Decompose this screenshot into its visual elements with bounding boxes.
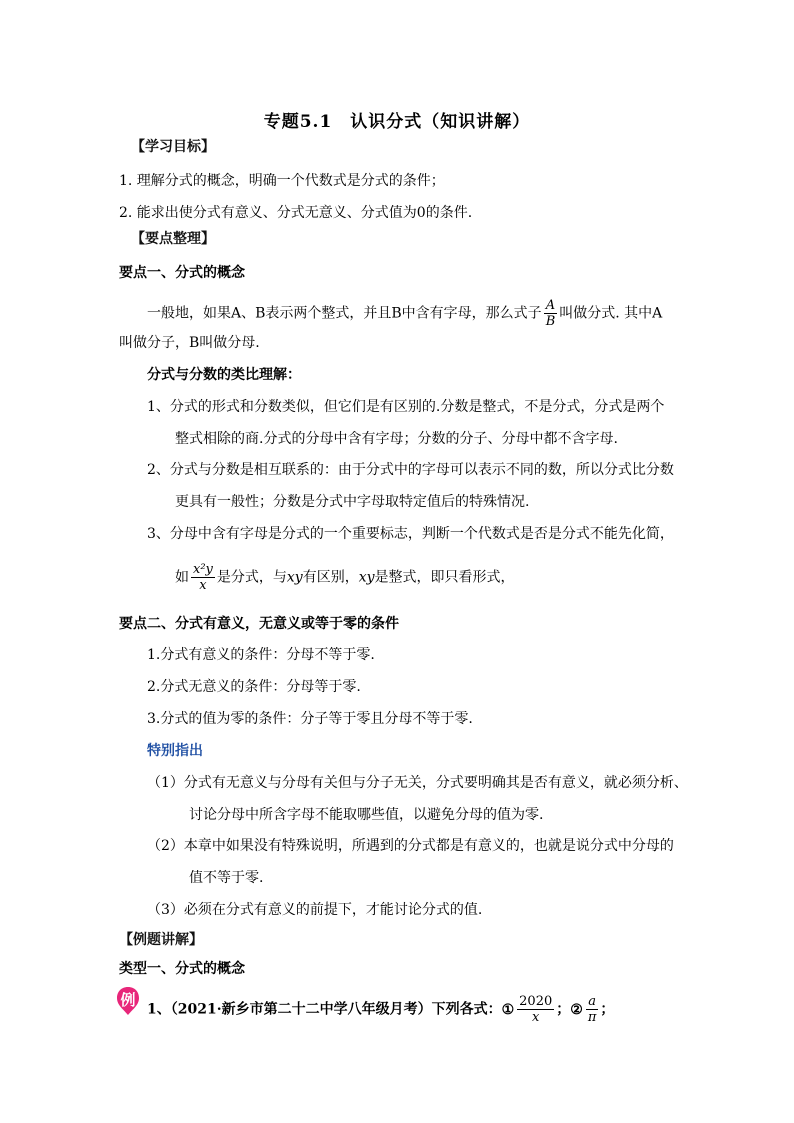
special-1-line1: （1）分式有无意义与分母有关但与分子无关，分式要明确其是否有意义，就必须分析、 [147,775,688,791]
goal-2: 2. 能求出使分式有意义、分式无意义、分式值为0的条件. [119,205,473,221]
fraction-numerator: a [586,994,599,1010]
fraction-denominator: π [587,1010,597,1025]
goal-1: 1. 理解分式的概念，明确一个代数式是分式的条件； [119,173,445,189]
point1-heading: 要点一、分式的概念 [119,265,245,281]
point1-line1 [147,298,662,329]
point1-text-a: 一般地，如果A、B表示两个整式，并且B中含有字母，那么式子 [147,305,542,322]
circled-two: ② [570,1001,583,1018]
point1-line2: 叫做分子，B叫做分母. [119,335,260,351]
analogy-3-text-b: 是分式，与 [216,569,287,586]
special-2-line1: （2）本章中如果没有特殊说明，所遇到的分式都是有意义的，也就是说分式中分母的 [147,838,674,854]
analogy-2-line1: 2、分式与分数是相互联系的：由于分式中的字母可以表示不同的数，所以分式比分数 [147,462,674,478]
expression-xy: xy [358,569,375,586]
fraction-numerator: A [544,298,558,314]
fraction-numerator: x²y [193,562,213,577]
fraction-a-over-b [544,298,558,329]
analogy-1-line2: 整式相除的商.分式的分母中含有字母；分数的分子、分母中都不含字母. [175,431,618,447]
point2-heading: 要点二、分式有意义，无意义或等于零的条件 [119,616,399,632]
circled-one: ① [501,1001,515,1018]
analogy-3-line1: 3、分母中含有字母是分式的一个重要标志，判断一个代数式是否是分式不能先化简， [147,526,674,542]
analogy-heading: 分式与分数的类比理解： [147,367,301,383]
analogy-3-text-d: 是整式，即只看形式， [374,569,515,586]
fraction-a-over-pi [586,994,599,1025]
analogy-3-text-a: 如 [175,569,189,586]
fraction-denominator: x [199,578,207,593]
analogy-1-line1: 1、分式的形式和分数类似，但它们是有区别的.分数是整式，不是分式，分式是两个 [147,399,665,415]
fraction-denominator: x [532,1010,540,1025]
special-2-line2: 值不等于零. [189,870,264,886]
points-heading: 【要点整理】 [131,231,215,247]
fraction-x2y-over-x [191,562,215,593]
expression-xy: xy [286,569,303,586]
fraction-2020-over-x [517,994,554,1025]
condition-3: 3.分式的值为零的条件：分子等于零且分母不等于零. [147,711,473,727]
analogy-3-text-c: 有区别， [302,569,359,586]
analogy-2-line2: 更具有一般性；分数是分式中字母取特定值后的特殊情况. [175,494,530,510]
badge-label: 例 [120,991,136,1009]
separator: ； [556,1001,571,1018]
goals-heading: 【学习目标】 [131,139,215,155]
point1-text-b: 叫做分式. 其中A [559,305,663,322]
analogy-3-line2 [175,562,515,593]
condition-2: 2.分式无意义的条件：分母等于零. [147,679,361,695]
fraction-numerator: 2020 [519,994,553,1009]
special-heading: 特别指出 [147,743,203,759]
separator-end: ； [600,1001,615,1018]
page-title: 专题5.1 认识分式（知识讲解） [263,112,531,132]
special-1-line2: 讨论分母中所含字母不能取哪些值，以避免分母的值为零. [189,807,544,823]
example-badge [116,986,140,1016]
condition-1: 1.分式有意义的条件：分母不等于零. [147,647,375,663]
fraction-denominator: B [545,314,556,329]
examples-heading: 【例题讲解】 [119,932,203,948]
example1-line [147,994,614,1025]
type1-heading: 类型一、分式的概念 [119,961,245,977]
example1-text: 1、（2021·新乡市第二十二中学八年级月考）下列各式： [147,1001,502,1018]
special-3: （3）必须在分式有意义的前提下，才能讨论分式的值. [147,902,483,918]
